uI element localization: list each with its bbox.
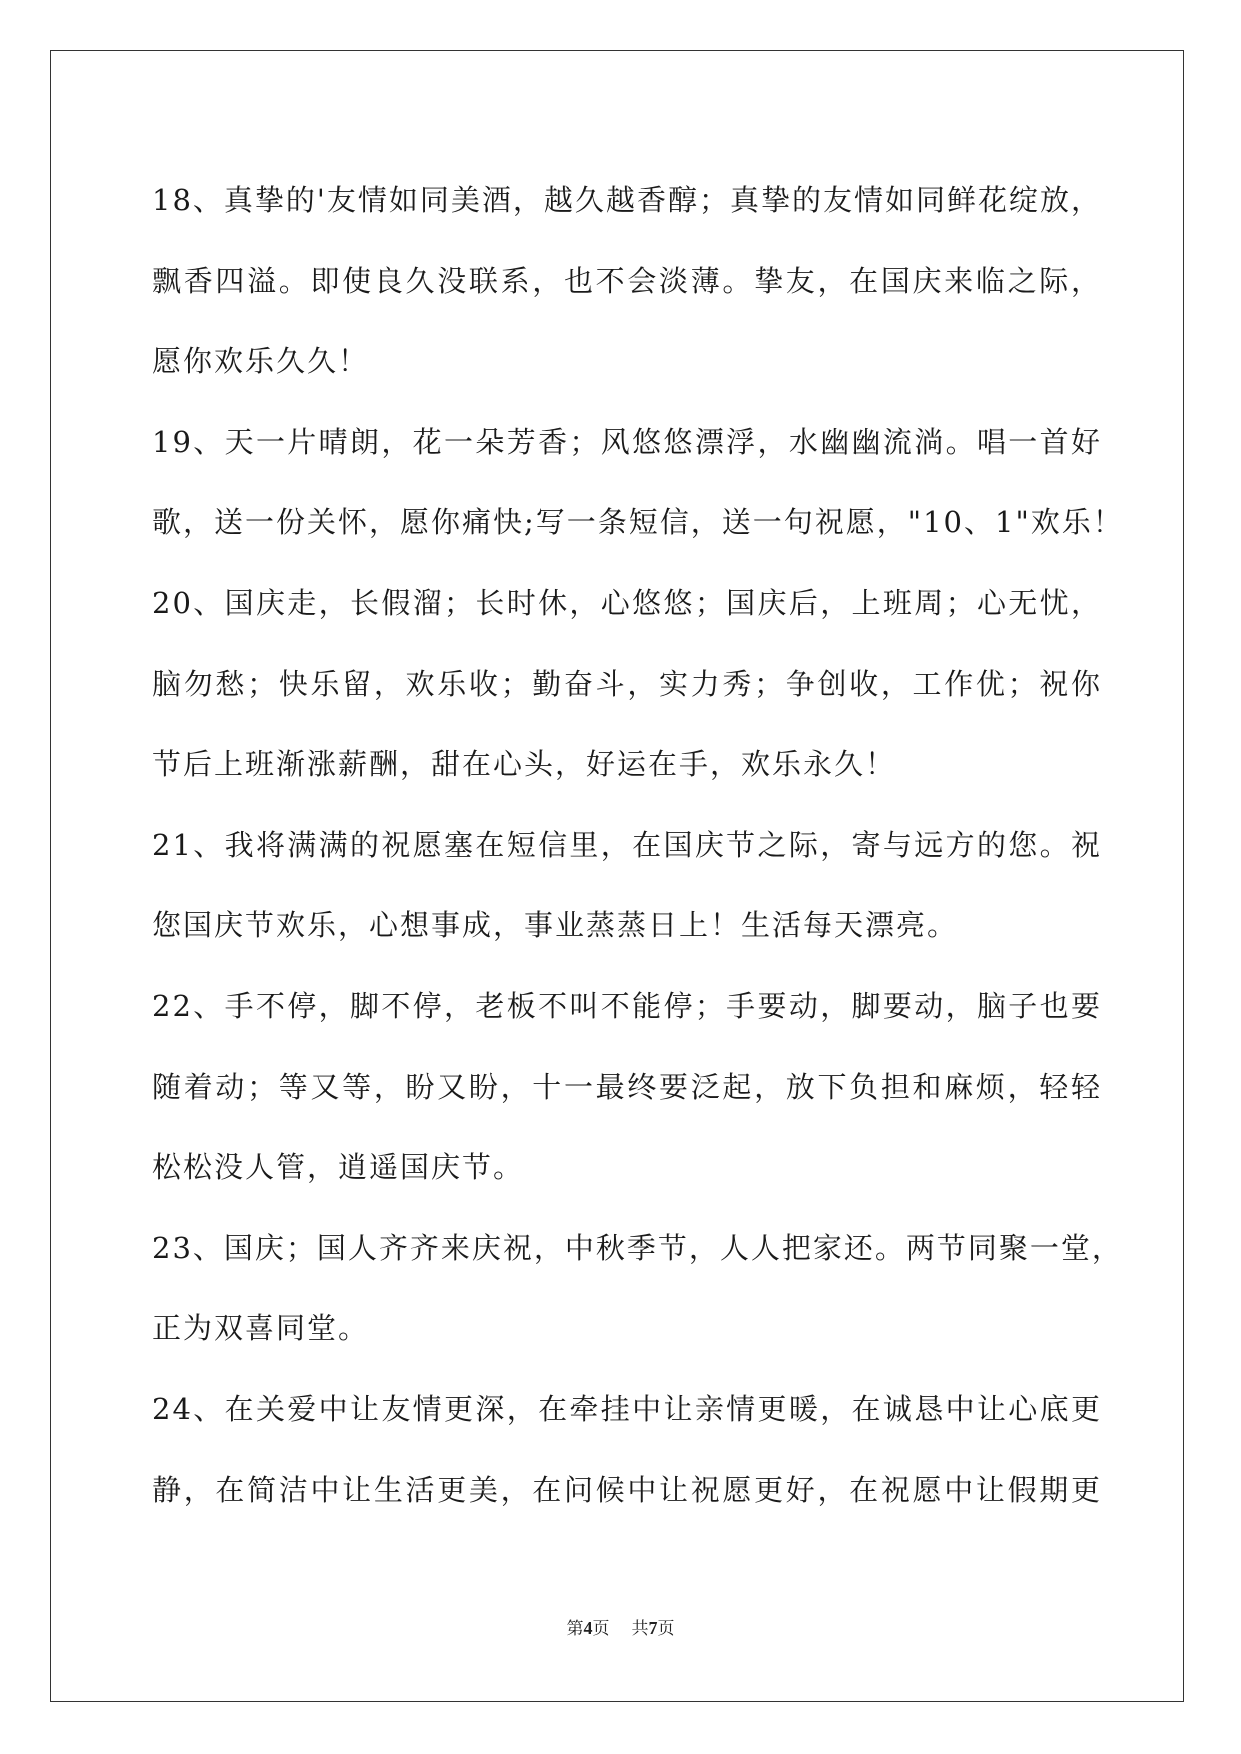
text-line: 19、天一片晴朗，花一朵芳香；风悠悠漂浮，水幽幽流淌。唱一首好 xyxy=(152,424,1102,459)
text-line: 愿你欢乐久久！ xyxy=(152,344,370,379)
document-body xyxy=(152,160,1124,1530)
text-line: 歌，送一份关怀，愿你痛快;写一条短信，送一句祝愿，"10、1"欢乐！ xyxy=(152,505,1124,540)
text-line: 20、国庆走，长假溜；长时休，心悠悠；国庆后，上班周；心无忧， xyxy=(152,585,1102,620)
text-line: 飘香四溢。即使良久没联系，也不会淡薄。挚友，在国庆来临之际， xyxy=(152,263,1102,298)
page-number: 4 xyxy=(583,1618,593,1638)
text-line: 正为双喜同堂。 xyxy=(152,1311,370,1346)
text-line: 松松没人管，逍遥国庆节。 xyxy=(152,1150,525,1185)
page-suffix: 页 xyxy=(592,1619,610,1638)
page-footer xyxy=(0,1614,1241,1639)
text-line: 22、手不停，脚不停，老板不叫不能停；手要动，脚要动，脑子也要 xyxy=(152,988,1102,1023)
text-line: 节后上班渐涨薪酬，甜在心头，好运在手，欢乐永久！ xyxy=(152,747,897,782)
text-line: 23、国庆；国人齐齐来庆祝，中秋季节，人人把家还。两节同聚一堂， xyxy=(152,1230,1123,1265)
text-line: 脑勿愁；快乐留，欢乐收；勤奋斗，实力秀；争创收，工作优；祝你 xyxy=(152,666,1102,701)
text-line: 您国庆节欢乐，心想事成，事业蒸蒸日上！生活每天漂亮。 xyxy=(152,908,959,943)
text-line: 24、在关爱中让友情更深，在牵挂中让亲情更暖，在诚恳中让心底更 xyxy=(152,1391,1102,1426)
text-line: 18、真挚的'友情如同美酒，越久越香醇；真挚的友情如同鲜花绽放， xyxy=(152,183,1102,217)
text-line: 静，在简洁中让生活更美，在问候中让祝愿更好，在祝愿中让假期更 xyxy=(152,1472,1102,1507)
text-line: 21、我将满满的祝愿塞在短信里，在国庆节之际，寄与远方的您。祝 xyxy=(152,827,1102,862)
total-prefix: 共 xyxy=(631,1619,649,1638)
total-pages: 7 xyxy=(648,1618,658,1638)
page-prefix: 第 xyxy=(566,1619,584,1638)
text-line: 随着动；等又等，盼又盼，十一最终要泛起，放下负担和麻烦，轻轻 xyxy=(152,1069,1102,1104)
total-suffix: 页 xyxy=(657,1619,675,1638)
